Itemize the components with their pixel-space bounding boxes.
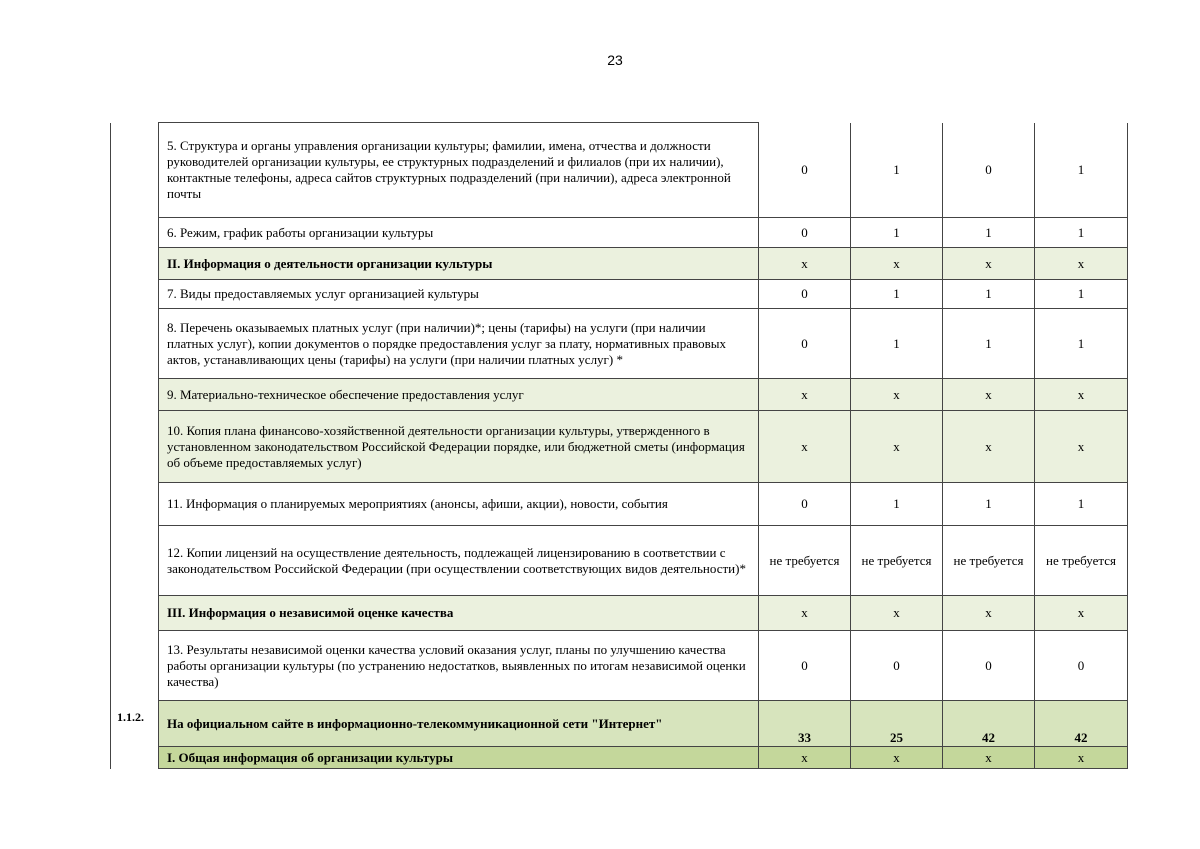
value-cell: x (1035, 411, 1128, 483)
value-cell: x (943, 747, 1035, 769)
value-cell: x (759, 248, 851, 280)
value-cell: 1 (1035, 483, 1128, 526)
section-number-cell (111, 747, 159, 769)
table-row (111, 379, 1128, 411)
value-cell: не требуется (1035, 526, 1128, 596)
section-number-cell (111, 596, 159, 631)
table-row (111, 526, 1128, 596)
criteria-table (110, 122, 1128, 769)
value-cell: 1 (943, 280, 1035, 309)
criterion-text: 7. Виды предоставляемых услуг организацией культуры (159, 280, 759, 309)
value-cell: x (851, 411, 943, 483)
value-cell: 0 (1035, 631, 1128, 701)
criterion-text: 13. Результаты независимой оценки качества условий оказания услуг, планы по улучшению качества работы организации культуры (по устранению недостатков, выявленных по итогам независимой оценки качества) (159, 631, 759, 701)
subsection-title: На официальном сайте в информационно-телекоммуникационной сети "Интернет" (159, 701, 759, 747)
value-cell: не требуется (851, 526, 943, 596)
value-cell: 1 (1035, 309, 1128, 379)
value-cell: x (943, 411, 1035, 483)
value-cell: 1 (1035, 280, 1128, 309)
section-heading-row (111, 747, 1128, 769)
section-heading-text: III. Информация о независимой оценке качества (159, 596, 759, 631)
section-number-cell (111, 280, 159, 309)
section-number-cell: 1.1.2. (111, 701, 159, 747)
section-number-cell (111, 631, 159, 701)
criterion-text: 6. Режим, график работы организации культуры (159, 218, 759, 248)
value-cell: 1 (1035, 218, 1128, 248)
criterion-text: 5. Структура и органы управления организации культуры; фамилии, имена, отчества и должности руководителей организации культуры, ее структурных подразделений и филиалов (при их наличии), контактные телефоны, адреса сайтов структурных подразделений (при наличии), адреса электронной почты (159, 123, 759, 218)
value-cell: x (943, 248, 1035, 280)
value-cell: x (851, 379, 943, 411)
value-cell: x (1035, 379, 1128, 411)
table-row (111, 280, 1128, 309)
value-cell: 0 (759, 280, 851, 309)
value-cell: x (851, 248, 943, 280)
value-cell: 1 (851, 218, 943, 248)
value-cell: 1 (943, 218, 1035, 248)
value-cell: x (759, 411, 851, 483)
section-number-cell (111, 248, 159, 280)
table-row (111, 218, 1128, 248)
value-cell: 1 (943, 483, 1035, 526)
value-cell: не требуется (759, 526, 851, 596)
value-cell: не требуется (943, 526, 1035, 596)
value-cell: 1 (851, 123, 943, 218)
criterion-text: 8. Перечень оказываемых платных услуг (при наличии)*; цены (тарифы) на услуги (при наличии платных услуг), копии документов о порядке предоставления услуг за плату, нормативных правовых актов, устанавливающих цены (тарифы) на услуги (при наличии платных услуг) * (159, 309, 759, 379)
section-heading-text: II. Информация о деятельности организации культуры (159, 248, 759, 280)
criterion-text: 9. Материально-техническое обеспечение предоставления услуг (159, 379, 759, 411)
section-number-cell (111, 411, 159, 483)
section-heading-row (111, 248, 1128, 280)
value-cell: x (943, 379, 1035, 411)
section-number-cell (111, 379, 159, 411)
value-cell: 0 (759, 309, 851, 379)
table-row (111, 483, 1128, 526)
value-cell: 1 (851, 483, 943, 526)
page-number: 23 (607, 52, 623, 68)
criterion-text: 11. Информация о планируемых мероприятиях (анонсы, афиши, акции), новости, события (159, 483, 759, 526)
total-value-cell: 33 (759, 701, 851, 747)
section-number-cell (111, 123, 159, 218)
section-number-cell (111, 483, 159, 526)
total-value-cell: 25 (851, 701, 943, 747)
section-number-cell (111, 526, 159, 596)
value-cell: x (759, 379, 851, 411)
value-cell: 1 (851, 280, 943, 309)
criterion-text: 10. Копия плана финансово-хозяйственной деятельности организации культуры, утвержденного в установленном законодательством Российской Федерации порядке, или бюджетной сметы (информация об объеме предоставляемых услуг) (159, 411, 759, 483)
value-cell: 1 (943, 309, 1035, 379)
subsection-total-row (111, 701, 1128, 747)
section-heading-row (111, 596, 1128, 631)
criterion-text: 12. Копии лицензий на осуществление деятельность, подлежащей лицензированию в соответствии с законодательством Российской Федерации (при осуществлении соответствующих видов деятельности)* (159, 526, 759, 596)
value-cell: x (851, 596, 943, 631)
table-row (111, 631, 1128, 701)
value-cell: x (1035, 248, 1128, 280)
value-cell: 0 (759, 123, 851, 218)
value-cell: x (851, 747, 943, 769)
section-number-cell (111, 309, 159, 379)
total-value-cell: 42 (943, 701, 1035, 747)
table-row (111, 411, 1128, 483)
total-value-cell: 42 (1035, 701, 1128, 747)
value-cell: x (943, 596, 1035, 631)
table-row (111, 123, 1128, 218)
section-heading-text: I. Общая информация об организации культуры (159, 747, 759, 769)
section-number-cell (111, 218, 159, 248)
value-cell: 0 (759, 483, 851, 526)
value-cell: x (1035, 596, 1128, 631)
value-cell: 0 (943, 123, 1035, 218)
value-cell: 0 (851, 631, 943, 701)
value-cell: x (759, 596, 851, 631)
table-row (111, 309, 1128, 379)
value-cell: 1 (1035, 123, 1128, 218)
value-cell: 0 (943, 631, 1035, 701)
value-cell: 0 (759, 631, 851, 701)
value-cell: x (1035, 747, 1128, 769)
value-cell: 0 (759, 218, 851, 248)
value-cell: 1 (851, 309, 943, 379)
value-cell: x (759, 747, 851, 769)
